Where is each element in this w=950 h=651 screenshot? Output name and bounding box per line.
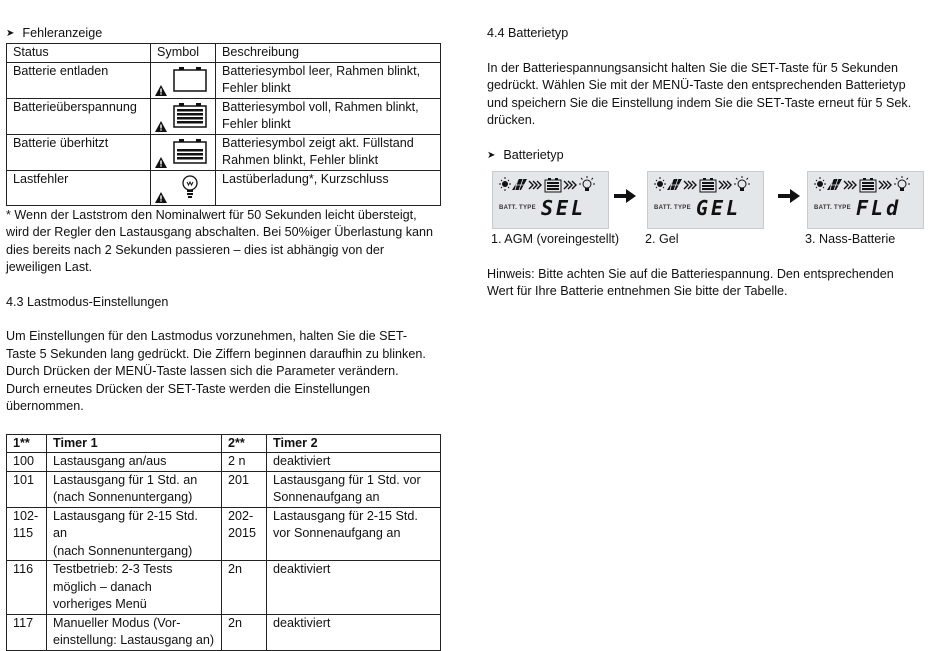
- code-cell: 101: [7, 471, 47, 507]
- lcd-label-gel: 2. Gel: [645, 231, 679, 246]
- solar-panel-icon: [512, 179, 527, 190]
- code-cell: 117: [7, 614, 47, 650]
- description-line: Batteriesymbol voll, Rahmen blinkt,: [222, 99, 419, 114]
- sun-icon: [499, 177, 511, 191]
- paragraph-line: Durch erneutes Drücken der SET-Taste werden die Einstellungen: [6, 381, 371, 396]
- table-row: [7, 62, 441, 98]
- description-line: Fehler blinkt: [222, 81, 291, 95]
- hinweis: [487, 266, 937, 301]
- paragraph-line: In der Batteriespannungsansicht halten Sie die SET-Taste für 5 Sekunden: [487, 60, 898, 75]
- lcd-display-gel: [647, 171, 764, 229]
- battery-level-icon: [173, 138, 207, 164]
- fehler-table: [6, 43, 441, 206]
- paragraph-44: [487, 60, 937, 130]
- lcd-caption: BATT. TYPE: [654, 204, 691, 211]
- code-cell: 2 n: [222, 453, 267, 472]
- battery-full-icon: [173, 102, 207, 128]
- header-timer2-code: 2**: [222, 434, 267, 453]
- lcd-display-agm: [492, 171, 609, 229]
- timer-table: [6, 434, 441, 651]
- code-cell: 2n: [222, 561, 267, 615]
- table-row: [7, 453, 441, 472]
- footnote: [6, 207, 442, 277]
- arrow-bullet-icon: ➤: [6, 28, 15, 40]
- lcd-caption: BATT. TYPE: [499, 204, 536, 211]
- timer2-cell: Lastausgang für 1 Std. vor Sonnenaufgang an: [267, 471, 441, 507]
- code-cell: 100: [7, 453, 47, 472]
- description-cell: [216, 134, 441, 170]
- arrow-right-icon: [778, 189, 800, 203]
- hinweis-line: Wert für Ihre Batterie entnehmen Sie bitte der Tabelle.: [487, 284, 788, 298]
- sun-icon: [654, 177, 666, 191]
- solar-panel-icon: [827, 179, 842, 190]
- header-timer2: Timer 2: [267, 434, 441, 453]
- lcd-status-icons: [814, 176, 918, 194]
- hinweis-line: Hinweis: Bitte achten Sie auf die Batteriespannung. Den entsprechenden: [487, 266, 894, 281]
- paragraph-line: Durch Drücken der MENÜ-Taste lassen sich die Parameter verändern.: [6, 364, 399, 378]
- paragraph-line: Taste 5 Sekunden lang gedrückt. Die Ziffern beginnen daraufhin zu blinken.: [6, 346, 426, 361]
- footnote-line: dies bereits nach 2 Sekunden passieren – dies ist abhängig von der: [6, 242, 385, 257]
- paragraph-line: und speichern Sie die Einstellung indem Sie die SET-Taste erneut für 5 Sek.: [487, 95, 912, 110]
- footnote-line: * Wenn der Laststrom den Nominalwert für 50 Sekunden leicht übersteigt,: [6, 207, 417, 222]
- chevrons-icon: [844, 181, 856, 189]
- description-cell: [216, 170, 441, 205]
- code-cell: 201: [222, 471, 267, 507]
- lcd-label-nass: 3. Nass-Batterie: [805, 231, 896, 246]
- lamp-icon: [579, 176, 595, 191]
- header-beschreibung: Beschreibung: [216, 44, 441, 63]
- lcd-value: GEL: [696, 195, 742, 220]
- table-row: [7, 471, 441, 507]
- chevrons-icon: [879, 181, 891, 189]
- code-cell: 102- 115: [7, 507, 47, 561]
- chevrons-icon: [529, 181, 541, 189]
- status-cell: Batterieüberspannung: [7, 98, 151, 134]
- code-cell: 116: [7, 561, 47, 615]
- description-line: Batteriesymbol zeigt akt. Füllstand: [222, 135, 414, 150]
- lcd-caption: BATT. TYPE: [814, 204, 851, 211]
- timer2-cell: deaktiviert: [267, 614, 441, 650]
- timer2-cell: deaktiviert: [267, 561, 441, 615]
- lcd-sequence: [487, 171, 937, 231]
- lcd-status-icons: [499, 176, 603, 194]
- batterietyp-heading: [487, 147, 937, 165]
- arrow-bullet-icon: ➤: [487, 149, 496, 161]
- battery-empty-icon: [173, 66, 207, 92]
- fehleranzeige-heading: [6, 25, 442, 43]
- timer1-cell: Manueller Modus (Vor- einstellung: Lastausgang an): [47, 614, 222, 650]
- symbol-cell: [151, 62, 216, 98]
- timer1-cell: Lastausgang für 2-15 Std. an (nach Sonnenuntergang): [47, 507, 222, 561]
- description-line: Rahmen blinkt, Fehler blinkt: [222, 153, 379, 167]
- header-status: Status: [7, 44, 151, 63]
- table-row: [7, 614, 441, 650]
- header-timer1: Timer 1: [47, 434, 222, 453]
- code-cell: 2n: [222, 614, 267, 650]
- paragraph-line: übernommen.: [6, 399, 84, 413]
- battery-icon: [545, 178, 561, 192]
- header-symbol: Symbol: [151, 44, 216, 63]
- timer1-cell: Testbetrieb: 2-3 Tests möglich – danach vorheriges Menü: [47, 561, 222, 615]
- lcd-value: SEL: [541, 195, 587, 220]
- lcd-label-agm: 1. AGM (voreingestellt): [491, 231, 620, 246]
- description-line: Batteriesymbol leer, Rahmen blinkt,: [222, 63, 421, 78]
- lcd-value: FLd: [856, 195, 902, 220]
- bulb-icon: [181, 174, 199, 200]
- paragraph-line: gedrückt. Wählen Sie mit der MENÜ-Taste den entsprechenden Batterietyp: [487, 78, 906, 92]
- chevrons-icon: [719, 181, 731, 189]
- description-cell: [216, 62, 441, 98]
- symbol-cell: [151, 170, 216, 205]
- description-line: Lastüberladung*, Kurzschluss: [222, 171, 389, 186]
- footnote-line: jeweiligen Last.: [6, 260, 93, 274]
- table-row: [7, 98, 441, 134]
- timer-table-header: [7, 434, 441, 453]
- left-column: [6, 25, 442, 651]
- footnote-line: wird der Regler den Lastausgang abschalten. Bei 50%iger Überlastung kann: [6, 225, 434, 239]
- timer2-cell: Lastausgang für 2-15 Std. vor Sonnenaufgang an: [267, 507, 441, 561]
- timer2-cell: deaktiviert: [267, 453, 441, 472]
- fehleranzeige-heading-text: Fehleranzeige: [22, 26, 103, 41]
- paragraph-43: [6, 328, 442, 416]
- lcd-labels: [487, 231, 937, 249]
- table-row: [7, 134, 441, 170]
- batterietyp-heading-text: Batterietyp: [503, 147, 564, 162]
- chevrons-icon: [564, 181, 576, 189]
- paragraph-line: drücken.: [487, 113, 536, 127]
- warning-icon: [155, 121, 167, 132]
- description-line: Fehler blinkt: [222, 117, 291, 131]
- battery-icon: [860, 178, 876, 192]
- status-cell: Lastfehler: [7, 170, 151, 205]
- code-cell: 202- 2015: [222, 507, 267, 561]
- description-cell: [216, 98, 441, 134]
- timer1-cell: Lastausgang an/aus: [47, 453, 222, 472]
- lamp-icon: [734, 176, 750, 191]
- warning-icon: [155, 85, 167, 96]
- sun-icon: [814, 177, 826, 191]
- warning-icon: [155, 192, 167, 203]
- fehler-table-header: [7, 44, 441, 63]
- table-row: [7, 561, 441, 615]
- solar-panel-icon: [667, 179, 682, 190]
- lcd-status-icons: [654, 176, 758, 194]
- table-row: [7, 170, 441, 205]
- lamp-icon: [894, 176, 910, 191]
- right-column: [487, 25, 937, 301]
- symbol-cell: [151, 134, 216, 170]
- section-title-43: 4.3 Lastmodus-Einstellungen: [6, 294, 169, 309]
- battery-icon: [700, 178, 716, 192]
- warning-icon: [155, 157, 167, 168]
- status-cell: Batterie überhitzt: [7, 134, 151, 170]
- arrow-right-icon: [614, 189, 636, 203]
- header-timer1-code: 1**: [7, 434, 47, 453]
- symbol-cell: [151, 98, 216, 134]
- lcd-display-fld: [807, 171, 924, 229]
- status-cell: Batterie entladen: [7, 62, 151, 98]
- timer1-cell: Lastausgang für 1 Std. an (nach Sonnenuntergang): [47, 471, 222, 507]
- table-row: [7, 507, 441, 561]
- section-title-44: 4.4 Batterietyp: [487, 26, 569, 40]
- chevrons-icon: [684, 181, 696, 189]
- paragraph-line: Um Einstellungen für den Lastmodus vorzunehmen, halten Sie die SET-: [6, 329, 408, 343]
